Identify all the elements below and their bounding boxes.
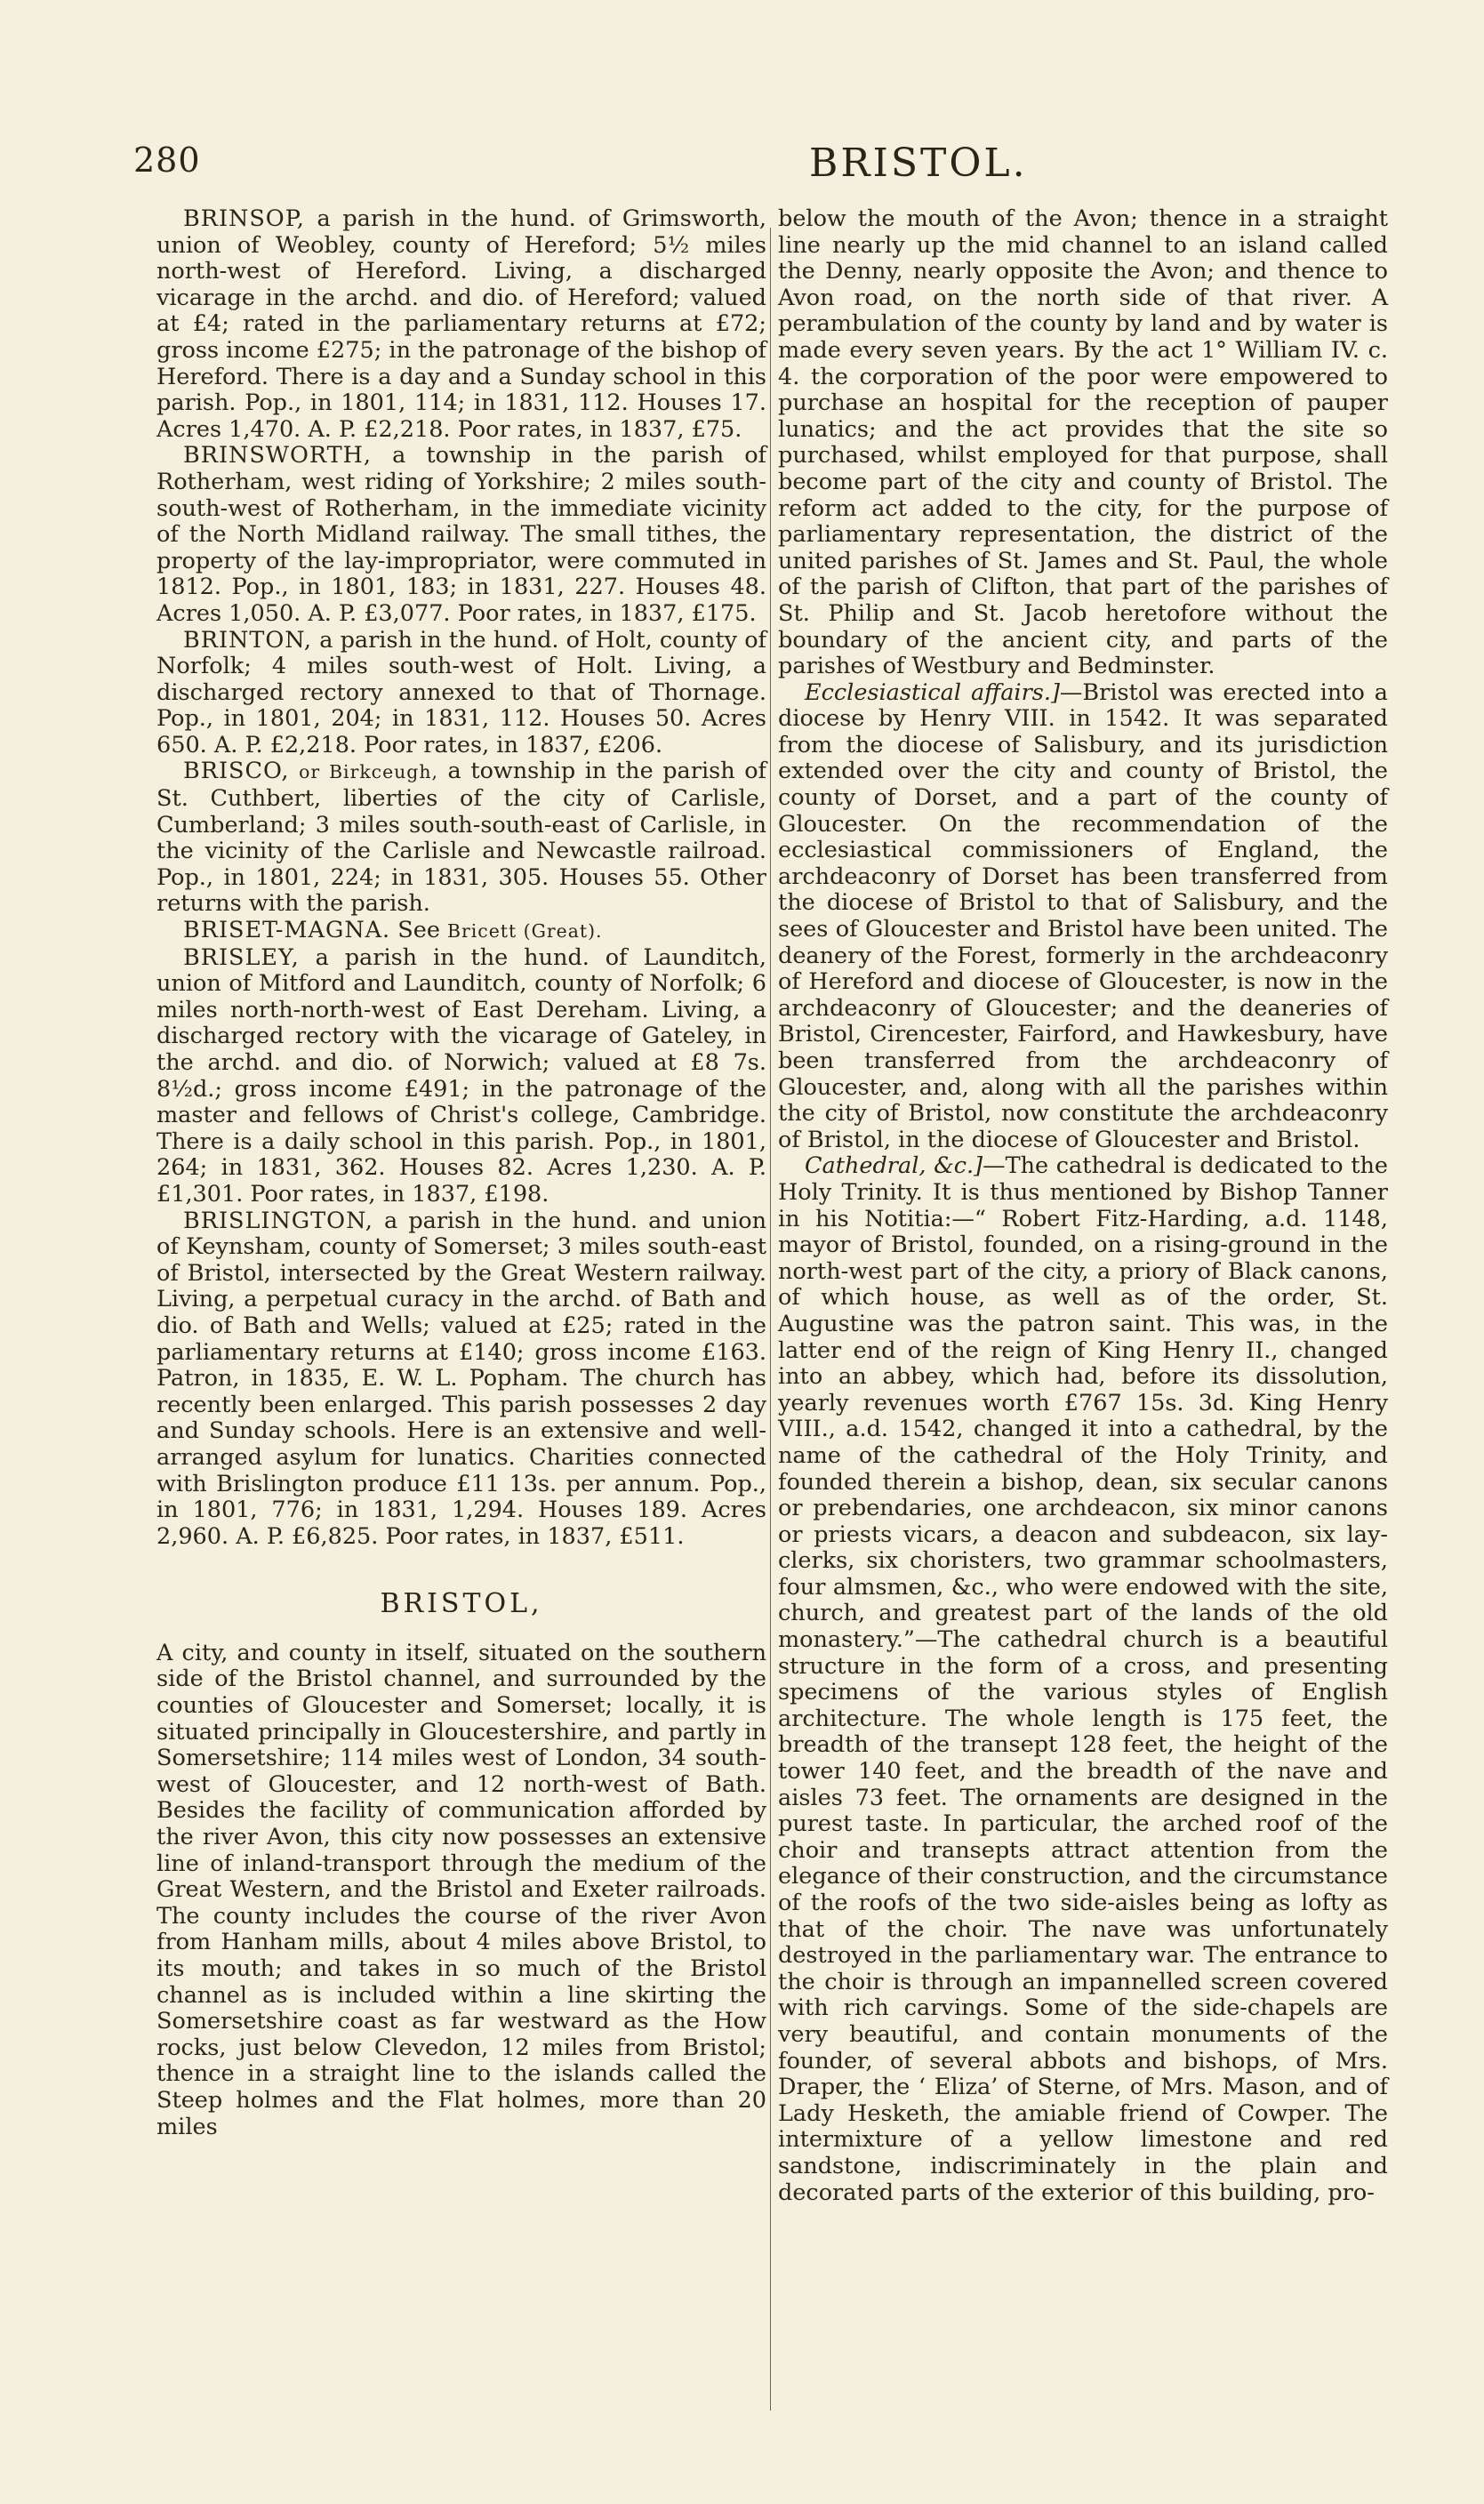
headword: BRINSOP, <box>183 205 305 232</box>
entry-brinton <box>156 628 766 759</box>
headword: BRISLEY, <box>183 943 300 971</box>
entry-text: a township in the parish of St. Cuthbert, liberties of the city of Carlisle, Cumberland; 3 miles south-south-east of Carlisle, in the vicinity of the Carlisle and Newcastle railroad. Pop., in 1801, 224; in 1831, 305. Houses 55. Other returns with the parish. <box>156 758 766 918</box>
entry-briset-magna <box>156 918 766 945</box>
cross-reference: Bricett (Great). <box>447 920 603 943</box>
headword: BRISET-MAGNA. <box>183 917 391 944</box>
bristol-intro-continued: below the mouth of the Avon; thence in a straight line nearly up the mid channel to an island called the Denny, nearly opposite the Avon; and thence to Avon road, on the north side of that river. A perambulation of the county by land and by water is made every seven years. By the act 1° William IV. c. 4. the corporation of the poor were empowered to purchase an hospital for the reception of pauper lunatics; and the act provides that the site so purchased, whilst employed for that purpose, shall become part of the city and county of Bristol. The reform act added to the city, for the purpose of parliamentary representation, the district of the united parishes of St. James and St. Paul, the whole of the parish of Clifton, that part of the parishes of St. Philip and St. Jacob heretofore without the boundary of the ancient city, and parts of the parishes of Westbury and Bedminster. <box>778 205 1388 680</box>
column-divider <box>770 228 771 2411</box>
running-head: BRISTOL. <box>809 140 1028 186</box>
entry-brinsop <box>156 206 766 443</box>
left-column <box>156 206 766 2140</box>
entry-text: a parish in the hund. of Holt, county of Norfolk; 4 miles south-west of Holt. Living, a discharged rectory annexed to that of Thornage. Pop., in 1801, 204; in 1831, 112. Houses 50. Acres 650. A. P. £2,218. Poor rates, in 1837, £206. <box>156 626 766 758</box>
subsection-label: Cathedral, &c.] <box>805 1152 983 1180</box>
entry-text: a parish in the hund. of Launditch, union of Mitford and Launditch, county of Norfolk; 6 miles north-north-west of East Dereham. Living, a discharged rectory with the vicarage of Gateley, in the archd. and dio. of Norwich; valued at £8 7s. 8½d.; gross income £491; in the patronage of the master and fellows of Christ's college, Cambridge. There is a daily school in this parish. Pop., in 1801, 264; in 1831, 362. Houses 82. Acres 1,230. A. P. £1,301. Poor rates, in 1837, £198. <box>156 943 766 1208</box>
bristol-intro: A city, and county in itself, situated on the southern side of the Bristol channel, and surrounded by the counties of Gloucester and Somerset; locally, it is situated principally in Gloucestershire, and partly in Somersetshire; 114 miles west of London, 34 south-west of Gloucester, and 12 north-west of Bath. Besides the facility of communication afforded by the river Avon, this city now possesses an extensive line of inland-transport through the medium of the Great Western, and the Bristol and Exeter railroads. The county includes the course of the river Avon from Hanham mills, about 4 miles above Bristol, to its mouth; and takes in so much of the Bristol channel as is included within a line skirting the Somersetshire coast as far westward as the How rocks, just below Clevedon, 12 miles from Bristol; thence in a straight line to the islands called the Steep holmes and the Flat holmes, more than 20 miles <box>156 1639 766 2140</box>
entry-brisley <box>156 945 766 1208</box>
headword: BRINSWORTH, <box>183 442 373 470</box>
ecclesiastical-affairs-para <box>778 680 1388 1154</box>
para-text: —Bristol was erected into a diocese by Henry VIII. in 1542. It was separated from the diocese of Salisbury, and its jurisdiction extended over the city and county of Bristol, the county of Dorset, and a part of the county of Gloucester. On the recommendation of the ecclesiastical commissioners of England, the archdeaconry of Dorset has been transferred from the diocese of Bristol to that of Salisbury, and the sees of Gloucester and Bristol have been united. The deanery of the Forest, formerly in the archdeaconry of Hereford and diocese of Gloucester, is now in the archdeaconry of Gloucester; and the deaneries of Bristol, Cirencester, Fairford, and Hawkesbury, have been transferred from the archdeaconry of Gloucester, and, along with all the parishes within the city of Bristol, now constitute the archdeaconry of Bristol, in the diocese of Gloucester and Bristol. <box>778 678 1388 1153</box>
entry-text: a parish in the hund. and union of Keynsham, county of Somerset; 3 miles south-east of Bristol, intersected by the Great Western railway. Living, a perpetual curacy in the archd. of Bath and dio. of Bath and Wells; valued at £25; rated in the parliamentary returns at £140; gross income £163. Patron, in 1835, E. W. L. Popham. The church has recently been enlarged. This parish possesses 2 day and Sunday schools. Here is an extensive and well-arranged asylum for lunatics. Charities connected with Brislington produce £11 13s. per annum. Pop., in 1801, 776; in 1831, 1,294. Houses 189. Acres 2,960. A. P. £6,825. Poor rates, in 1837, £511. <box>156 1207 767 1550</box>
entry-text: a township in the parish of Rotherham, west riding of Yorkshire; 2 miles south-south-west of Rotherham, in the immediate vicinity of the North Midland railway. The small tithes, the property of the lay-impropriator, were commuted in 1812. Pop., in 1801, 183; in 1831, 227. Houses 48. Acres 1,050. A. P. £3,077. Poor rates, in 1837, £175. <box>156 442 766 627</box>
headword: BRISCO, <box>183 758 290 785</box>
headword: BRISLINGTON, <box>183 1207 373 1234</box>
entry-text: a parish in the hund. of Grimsworth, union of Weobley, county of Hereford; 5½ miles north-west of Hereford. Living, a discharged vicarage in the archd. and dio. of Hereford; valued at £4; rated in the parliamentary returns at £72; gross income £275; in the patronage of the bishop of Hereford. There is a day and a Sunday school in this parish. Pop., in 1801, 114; in 1831, 112. Houses 17. Acres 1,470. A. P. £2,218. Poor rates, in 1837, £75. <box>156 205 766 443</box>
headword: BRINTON, <box>183 626 313 654</box>
subsection-label: Ecclesiastical affairs.] <box>805 678 1060 706</box>
right-column <box>778 206 1388 2206</box>
page-header <box>133 140 1423 194</box>
para-text: —The cathedral is dedicated to the Holy Trinity. It is thus mentioned by Bishop Tanner in his Notitia:—“ Robert Fitz-Harding, a.d. 1148, mayor of Bristol, founded, on a rising-ground in the north-west part of the city, a priory of Black canons, of which house, as well as of the order, St. Augustine was the patron saint. This was, in the latter end of the reign of King Henry II., changed into an abbey, which had, before its dissolution, yearly revenues worth £767 15s. 3d. King Henry VIII., a.d. 1542, changed it into a cathedral, by the name of the cathedral of the Holy Trinity, and founded therein a bishop, dean, six secular canons or prebendaries, one archdeacon, six minor canons or priests vicars, a deacon and subdeacon, six lay-clerks, six choristers, two grammar schoolmasters, four almsmen, &c., who were endowed with the site, church, and greatest part of the lands of the old monastery.”—The cathedral church is a beautiful structure in the form of a cross, and presenting specimens of the various styles of English architecture. The whole length is 175 feet, the breadth of the transept 128 feet, the height of the tower 140 feet, and the breadth of the nave and aisles 73 feet. The ornaments are designed in the purest taste. In particular, the arched roof of the choir and transepts attract attention from the elegance of their construction, and the circumstance of the roofs of the two side-aisles being as lofty as that of the choir. The nave was unfortunately destroyed in the parliamentary war. The entrance to the choir is through an impannelled screen covered with rich carvings. Some of the side-chapels are very beautiful, and contain monuments of the founder, of several abbots and bishops, of Mrs. Draper, the ‘ Eliza’ of Sterne, of Mrs. Mason, and of Lady Hesketh, the amiable friend of Cowper. The intermixture of a yellow limestone and red sandstone, indiscriminately in the plain and decorated parts of the exterior of this building, pro- <box>778 1152 1388 2206</box>
alternate-name: or Birkceugh, <box>299 761 438 783</box>
see-text: See <box>397 917 440 944</box>
page-number: 280 <box>133 140 201 180</box>
section-heading-bristol: BRISTOL, <box>380 1588 543 1620</box>
entry-brisco <box>156 758 766 918</box>
cathedral-para <box>778 1153 1388 2206</box>
entry-brinsworth <box>156 443 766 627</box>
entry-brislington <box>156 1208 766 1551</box>
